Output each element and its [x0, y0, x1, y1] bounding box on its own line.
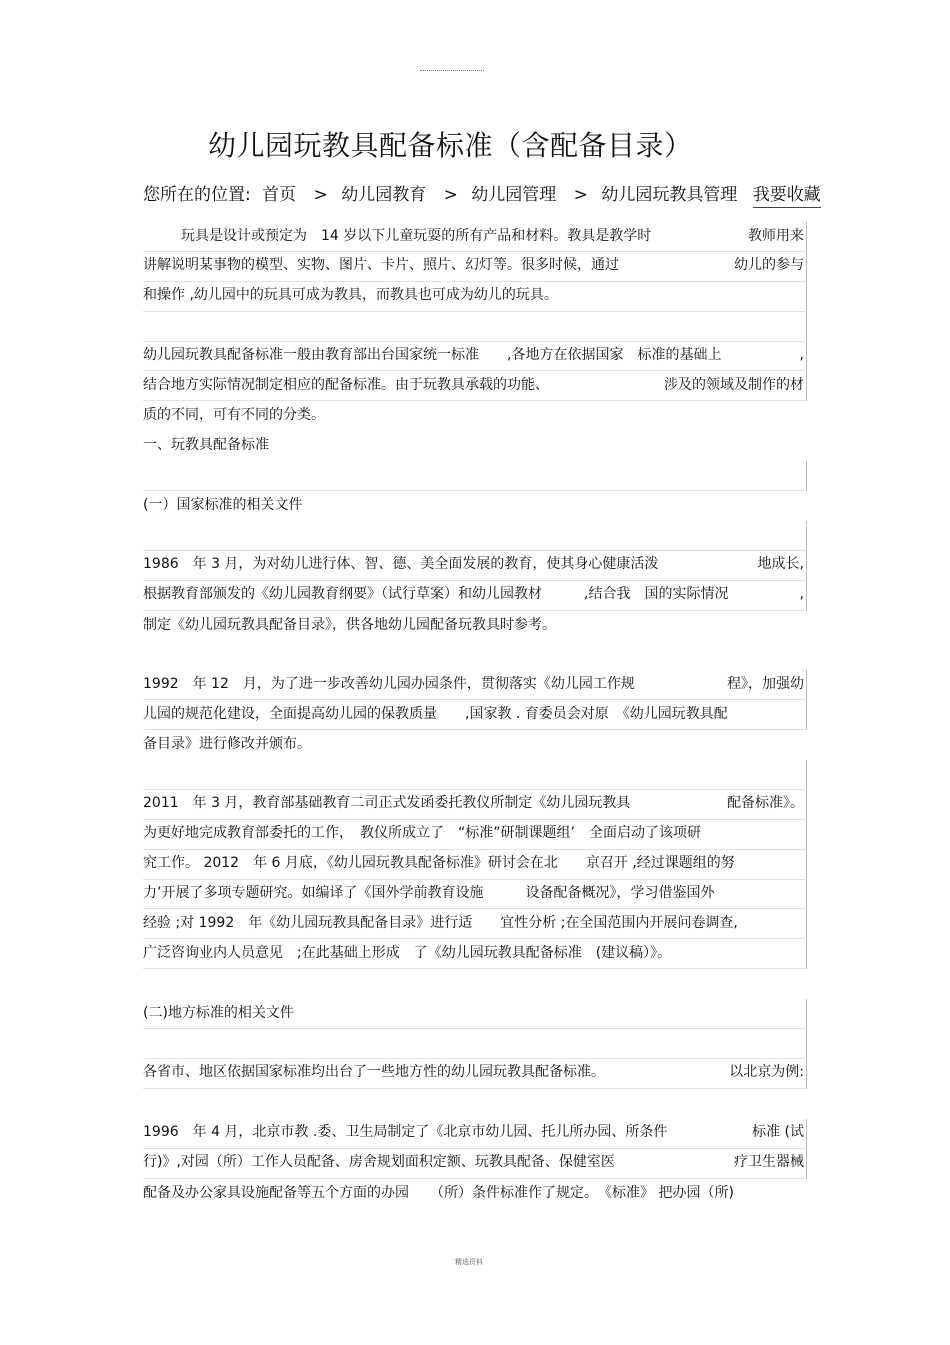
text-line-right: 疗卫生器械 — [734, 1154, 804, 1171]
text-line — [143, 969, 807, 999]
text-line-left: 玩具是设计或预定为 14 岁以下儿童玩耍的所有产品和材料。教具是教学时 — [181, 227, 652, 244]
text-line-left: 各省市、地区依据国家标准均出台了一些地方性的幼儿园玩教具配备标准。 — [143, 1064, 605, 1081]
text-line — [143, 700, 807, 730]
text-line-left: 1996 年 4 月，北京市教 .委、卫生局制定了《北京市幼儿园、托儿所办园、所条件 — [143, 1124, 668, 1141]
text-line-right: 以北京为例: — [729, 1064, 804, 1081]
text-line-right: 标准 (试 — [752, 1124, 804, 1141]
text-line — [143, 1179, 807, 1209]
text-line-left: 讲解说明某事物的模型、实物、图片、卡片、照片、幻灯等。很多时候，通过 — [143, 257, 619, 274]
text-line — [143, 880, 807, 910]
text-line — [143, 939, 807, 969]
page-title: 幼儿园玩教具配备标准（含配备目录） — [208, 129, 693, 162]
text-line-right: 地成长, — [757, 556, 804, 573]
text-line-left: 力’开展了多项专题研究。如编译了《国外学前教育设施 设备配备概况》，学习借鉴国外 — [143, 885, 715, 902]
text-line-left: 幼儿园玩教具配备标准一般由教育部出台国家统一标准 ,各地方在依据国家 标准的基础上 — [143, 347, 722, 364]
text-line-left: 根据教育部颁发的《幼儿园教育纲要》（试行草案）和幼儿园教材 ,结合我 国的实际情况 — [143, 586, 729, 603]
text-line — [143, 790, 807, 820]
breadcrumb-separator: > — [313, 185, 328, 205]
text-line — [143, 850, 807, 880]
text-line-right: , — [799, 586, 804, 603]
text-line — [143, 222, 807, 252]
text-line — [143, 1029, 807, 1059]
text-line — [143, 551, 807, 581]
text-line — [143, 371, 807, 401]
breadcrumb-item-home[interactable]: 首页 — [262, 185, 297, 205]
text-line — [143, 1119, 807, 1149]
text-line — [143, 999, 807, 1029]
text-line-left: 配备及办公家具设施配备等五个方面的办园 （所）条件标准作了规定。 《标准》 把办园（所) — [143, 1184, 734, 1201]
text-line-left: 广泛咨询业内人员意见 ;在此基础上形成 了《幼儿园玩教具配备标准 (建议稿）》。 — [143, 944, 672, 961]
breadcrumb-item-kindergarten-management[interactable]: 幼儿园管理 — [471, 185, 557, 205]
article-body — [143, 222, 807, 1208]
text-line — [143, 581, 807, 611]
text-line-right: 配备标准》。 — [727, 795, 804, 812]
text-line-left: 经验 ;对 1992 年《幼儿园玩教具配备目录》进行适 宜性分析 ;在全国范围内开展问卷调查, — [143, 914, 738, 931]
text-line — [143, 820, 807, 850]
breadcrumb-item-toy-management[interactable]: 幼儿园玩教具管理 — [601, 185, 738, 205]
text-line-left: 儿园的规范化建设，全面提高幼儿园的保教质量 ,国家教 . 育委员会对原 《幼儿园玩教具配 — [143, 705, 728, 722]
text-line-left: 为更好地完成教育部委托的工作， 教仪所成立了 “标准”研制课题组’ 全面启动了该项研 — [143, 825, 701, 842]
text-line-left: 1992 年 12 月，为了进一步改善幼儿园办园条件，贯彻落实《幼儿园工作规 — [143, 675, 635, 692]
text-line — [143, 670, 807, 700]
text-line-left: 制定《幼儿园玩教具配备目录》，供各地幼儿园配备玩教具时参考。 — [143, 616, 556, 633]
text-line — [143, 1089, 807, 1119]
text-line-left: 备目录》进行修改并颁布。 — [143, 736, 311, 753]
text-line-right: 程》，加强幼 — [727, 675, 804, 692]
breadcrumb-prefix: 您所在的位置: — [143, 185, 251, 205]
text-line-right: 幼儿的参与 — [734, 257, 804, 274]
text-line-left: 质的不同，可有不同的分类。 — [143, 407, 325, 424]
header-rule — [420, 70, 484, 71]
text-line — [143, 909, 807, 939]
text-line — [143, 312, 807, 342]
text-line — [143, 521, 807, 551]
text-line-left: 一、玩教具配备标准 — [143, 437, 269, 454]
text-line — [143, 461, 807, 491]
text-line — [143, 401, 807, 431]
text-line-left: 1986 年 3 月，为对幼儿进行体、智、德、美全面发展的教育，使其身心健康活泼 — [143, 556, 659, 573]
text-line-right: , — [799, 347, 804, 364]
text-line-right: 教师用来 — [748, 227, 804, 244]
breadcrumb-item-kindergarten-education[interactable]: 幼儿园教育 — [341, 185, 427, 205]
page-footer: 精选资料 — [455, 1258, 483, 1266]
text-line — [143, 1059, 807, 1089]
text-line-left: 究工作。 2012 年 6 月底，《幼儿园玩教具配备标准》研讨会在北 京召开 ,经过课题组的努 — [143, 855, 735, 872]
text-line-left: 2011 年 3 月，教育部基础教育二司正式发函委托教仪所制定《幼儿园玩教具 — [143, 795, 631, 812]
text-line-left: 结合地方实际情况制定相应的配备标准。由于玩教具承载的功能、 — [143, 376, 549, 393]
text-line-left: 行)》,对园（所）工作人员配备、房舍规划面积定额、玩教具配备、保健室医 — [143, 1154, 615, 1171]
text-line — [143, 1149, 807, 1179]
text-line — [143, 431, 807, 461]
favorite-link[interactable]: 我要收藏 — [753, 185, 821, 208]
text-line — [143, 640, 807, 670]
text-line — [143, 760, 807, 790]
text-line — [143, 282, 807, 312]
text-line-left: (二)地方标准的相关文件 — [143, 1004, 294, 1021]
text-line-left: (一）国家标准的相关文件 — [143, 497, 303, 514]
text-line — [143, 342, 807, 372]
breadcrumb-separator: > — [443, 185, 458, 205]
breadcrumb — [143, 180, 827, 205]
text-line-left: 和操作 ,幼儿园中的玩具可成为教具，而教具也可成为幼儿的玩具。 — [143, 287, 558, 304]
text-line — [143, 491, 807, 521]
breadcrumb-separator: > — [573, 185, 588, 205]
text-line-right: 涉及的领域及制作的材 — [664, 376, 804, 393]
text-line — [143, 252, 807, 282]
text-line — [143, 611, 807, 641]
text-line — [143, 730, 807, 760]
